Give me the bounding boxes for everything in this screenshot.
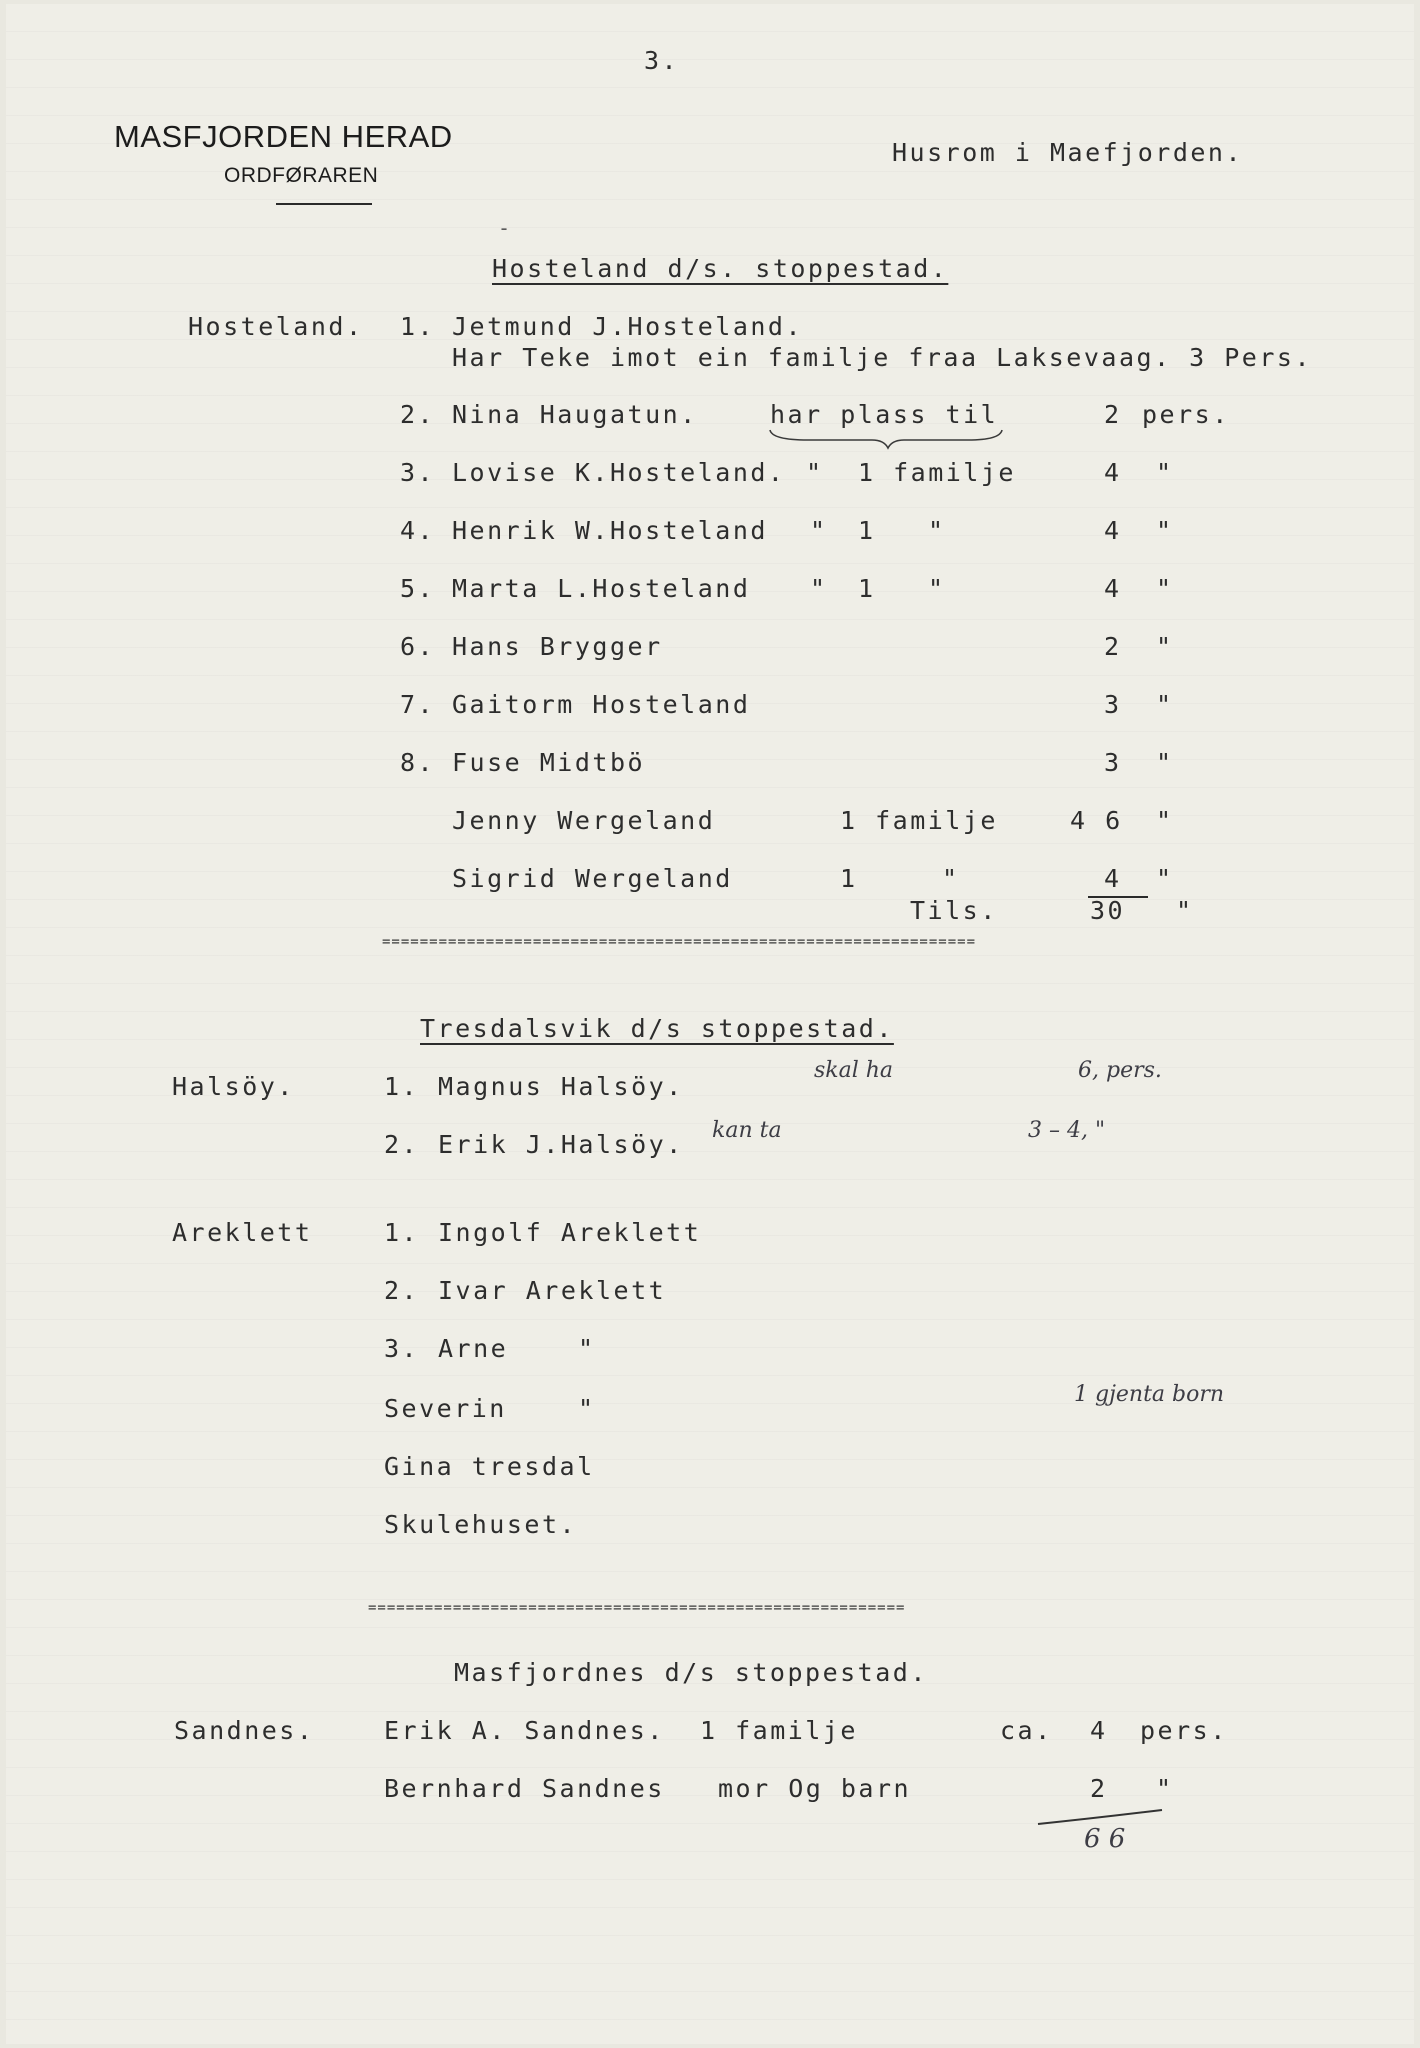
row-number: 4. (400, 516, 436, 545)
host-name: Erik J.Halsöy. (438, 1130, 684, 1159)
host-name: Hans Brygger (452, 632, 663, 661)
person-unit: " (1156, 864, 1174, 893)
host-name: Lovise K.Hosteland. (452, 458, 786, 487)
row-number: 2. (384, 1276, 420, 1305)
handwritten-note: kan ta (712, 1118, 782, 1143)
host-name: Marta L.Hosteland (452, 574, 751, 603)
row-number: 1. (384, 1218, 420, 1247)
total-count: 30 (1090, 896, 1126, 925)
host-name: Severin (384, 1394, 507, 1423)
family-count: 1 familje (840, 806, 998, 835)
host-name: Fuse Midtbö (452, 748, 646, 777)
person-count: 2 (1090, 1774, 1108, 1803)
person-count: 4 (1104, 458, 1122, 487)
host-note: har plass til (770, 400, 999, 429)
host-name: Ivar Areklett (438, 1276, 667, 1305)
host-name: Henrik W.Hosteland (452, 516, 768, 545)
host-note: mor Og barn (718, 1774, 912, 1803)
approx-label: ca. (1000, 1716, 1053, 1745)
person-unit: " (1156, 690, 1174, 719)
person-count: 3 (1104, 748, 1122, 777)
person-count: 3 (1104, 690, 1122, 719)
person-unit: " (1156, 516, 1174, 545)
row-number: 7. (400, 690, 436, 719)
person-unit: pers. (1140, 1716, 1228, 1745)
page-number: 3. (644, 46, 680, 75)
letterhead-org: MASFJORDEN HERAD (114, 119, 453, 154)
ditto-mark: " (928, 516, 946, 545)
total-unit: " (1176, 896, 1194, 925)
ditto-mark: " (928, 574, 946, 603)
row-number: 5. (400, 574, 436, 603)
row-number: 3. (384, 1334, 420, 1363)
person-unit: " (1156, 458, 1174, 487)
host-name: Magnus Halsöy. (438, 1072, 684, 1101)
host-name: Bernhard Sandnes (384, 1774, 665, 1803)
section-title-tresdalsvik: Tresdalsvik d/s stoppestad. (420, 1014, 894, 1043)
family-count: 1 (840, 864, 858, 893)
section-title-hosteland: Hosteland d/s. stoppestad. (492, 254, 949, 283)
place-areklett: Areklett (172, 1218, 313, 1247)
page-heading: Husrom i Maefjorden. (892, 138, 1244, 167)
ditto-mark: " (942, 864, 960, 893)
ditto-mark: " (578, 1394, 596, 1423)
ditto-mark: " (578, 1334, 596, 1363)
person-unit: pers. (1142, 400, 1230, 429)
separator-line: =============================================================== (382, 934, 977, 950)
family-count: 1 familje (700, 1716, 858, 1745)
dash-mark: - (498, 216, 513, 240)
person-unit: " (1156, 806, 1174, 835)
host-note: Har Teke imot ein familje fraa Laksevaag. 3 Pers. (452, 343, 1313, 372)
family-count: 1 familje (858, 458, 1016, 487)
host-name: Jenny Wergeland (452, 806, 716, 835)
host-name: Skulehuset. (384, 1510, 578, 1539)
row-number: 1. (384, 1072, 420, 1101)
row-number: 8. (400, 748, 436, 777)
handwritten-count: 6, pers. (1078, 1058, 1162, 1083)
family-count: 1 (858, 574, 876, 603)
brace-mark (768, 428, 1004, 450)
place-hosteland: Hosteland. (188, 312, 364, 341)
person-count: 4 6 (1070, 806, 1123, 835)
separator-line: ========================================================= (368, 1600, 906, 1616)
person-count: 2 (1104, 632, 1122, 661)
person-unit: " (1156, 632, 1174, 661)
host-name: Erik A. Sandnes. (384, 1716, 665, 1745)
letterhead-sub: ORDFØRAREN (224, 164, 379, 187)
total-label: Tils. (910, 896, 998, 925)
host-name: Gaitorm Hosteland (452, 690, 751, 719)
row-number: 2. (384, 1130, 420, 1159)
host-name: Ingolf Areklett (438, 1218, 702, 1247)
letterhead-rule (276, 203, 372, 205)
handwritten-count: 3 – 4, " (1028, 1118, 1106, 1143)
person-count: 2 (1104, 400, 1122, 429)
person-unit: " (1156, 1774, 1174, 1803)
ditto-mark: " (810, 516, 828, 545)
person-count: 4 (1104, 864, 1122, 893)
family-count: 1 (858, 516, 876, 545)
row-number: 1. (400, 312, 436, 341)
document-page (6, 4, 1414, 2044)
section-title-masfjordnes: Masfjordnes d/s stoppestad. (454, 1658, 928, 1687)
row-number: 2. (400, 400, 436, 429)
host-name: Gina tresdal (384, 1452, 595, 1481)
person-unit: " (1156, 574, 1174, 603)
host-name: Jetmund J.Hosteland. (452, 312, 804, 341)
handwritten-total: 6 6 (1084, 1824, 1126, 1854)
host-name: Arne (438, 1334, 509, 1363)
ditto-mark: " (810, 574, 828, 603)
host-name: Sigrid Wergeland (452, 864, 733, 893)
handwritten-note: skal ha (814, 1058, 894, 1083)
person-count: 4 (1090, 1716, 1108, 1745)
row-number: 3. (400, 458, 436, 487)
ditto-mark: " (806, 458, 824, 487)
person-unit: " (1156, 748, 1174, 777)
person-count: 4 (1104, 516, 1122, 545)
person-count: 4 (1104, 574, 1122, 603)
place-sandnes: Sandnes. (174, 1716, 315, 1745)
host-name: Nina Haugatun. (452, 400, 698, 429)
place-halsoy: Halsöy. (172, 1072, 295, 1101)
handwritten-note: 1 gjenta born (1074, 1382, 1225, 1407)
row-number: 6. (400, 632, 436, 661)
